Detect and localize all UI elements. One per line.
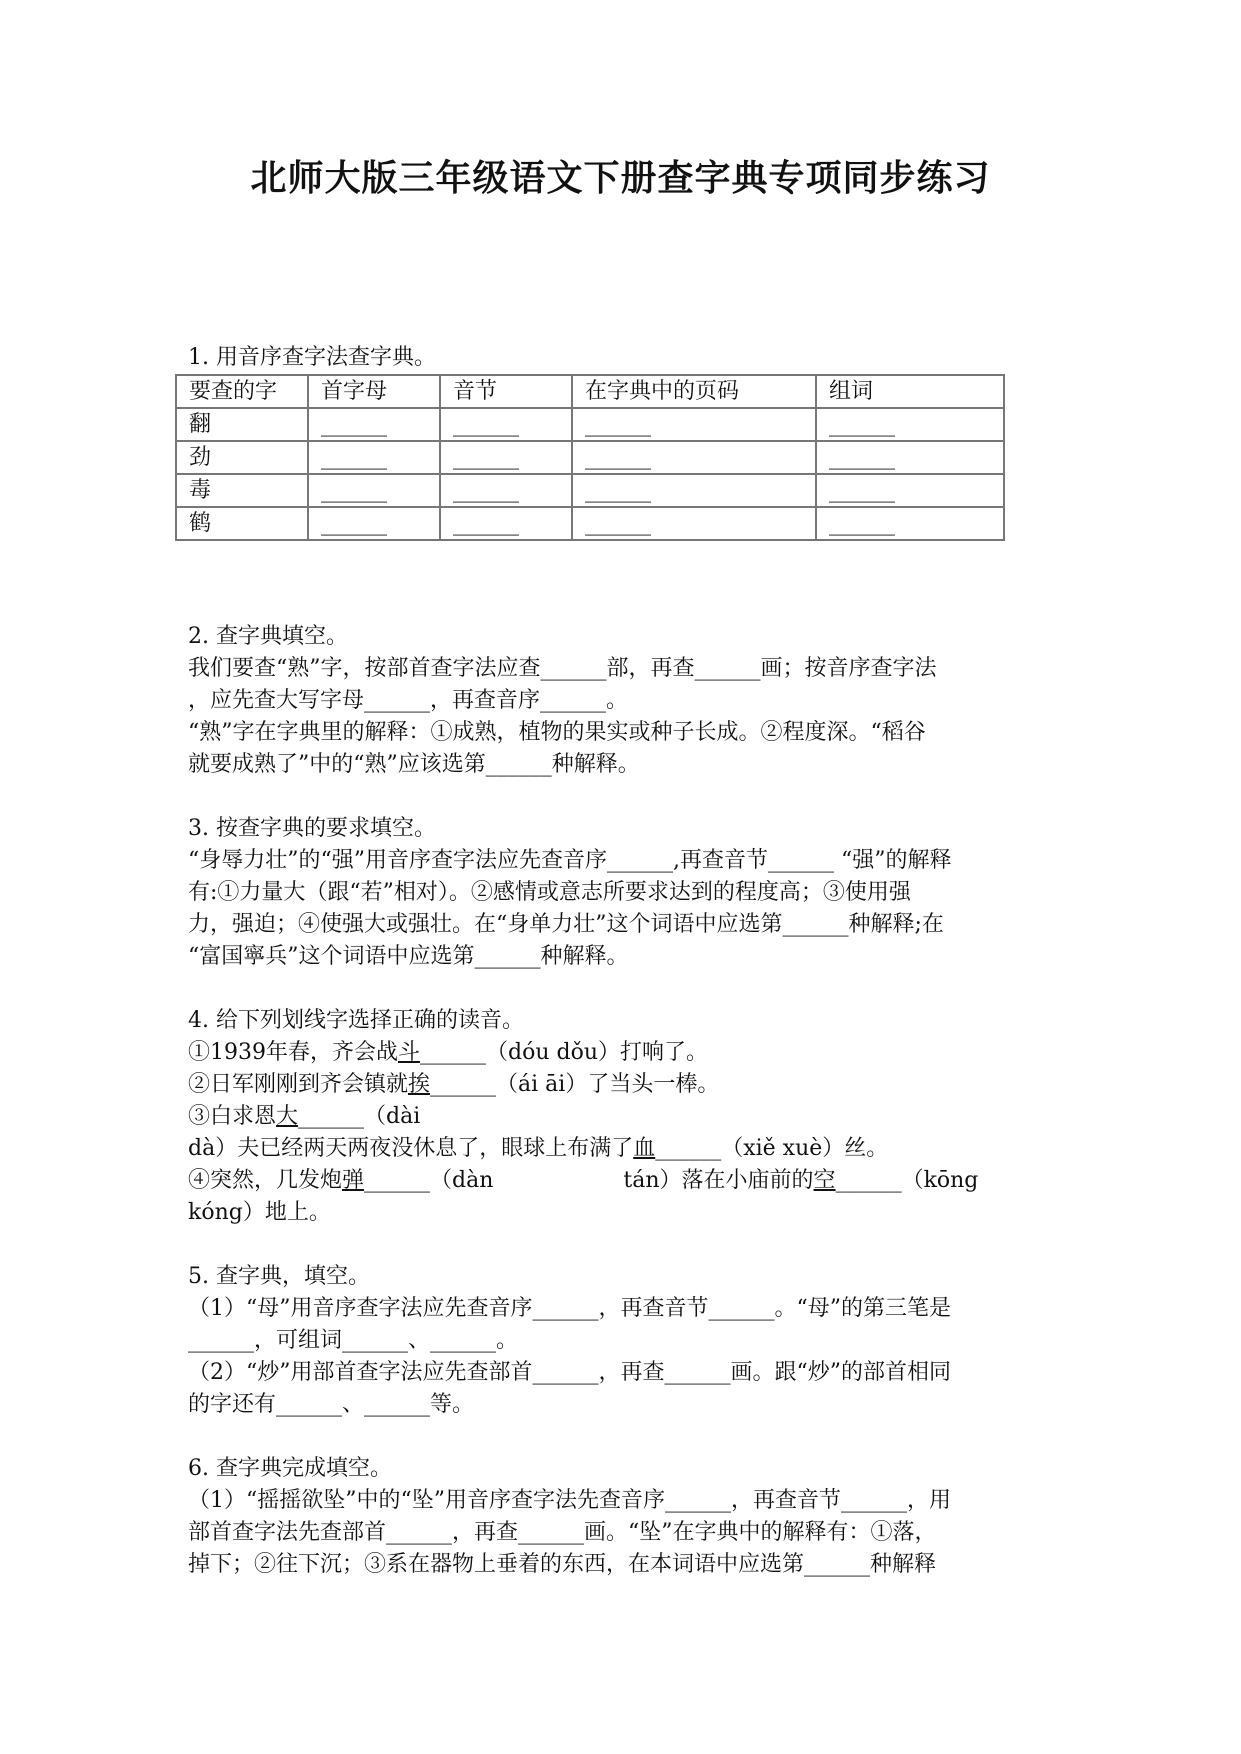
table-cell-char: 鹤 xyxy=(176,507,308,540)
item-text: ①1939年春，齐会战 xyxy=(188,1040,398,1065)
question-3-line: 有:①力量大（跟“若”相对）。②感情或意志所要求达到的程度高；③使用强 xyxy=(188,880,911,905)
table-cell-blank[interactable]: ______ xyxy=(816,474,1004,507)
question-5-line: （1）“母”用音序查字法应先查音序______，再查音节______。“母”的第三笔是 xyxy=(188,1296,951,1321)
question-4-item xyxy=(188,1101,1063,1133)
table-cell-char: 翻 xyxy=(176,408,308,441)
table-cell-char: 毒 xyxy=(176,474,308,507)
question-6-line: 部首查字法先查部首______，再查______画。“坠”在字典中的解释有：①落， xyxy=(188,1520,937,1545)
table-cell-blank[interactable]: ______ xyxy=(816,441,1004,474)
table-cell-blank[interactable]: ______ xyxy=(572,408,816,441)
question-3-line: 力，强迫；④使强大或强壮。在“身单力壮”这个词语中应选第______种解释;在 xyxy=(188,912,944,937)
table-header-cell: 首字母 xyxy=(308,375,440,408)
underlined-char: 大 xyxy=(276,1104,299,1129)
table-cell-blank[interactable]: ______ xyxy=(816,507,1004,540)
question-6-heading: 6. 查字典完成填空。 xyxy=(188,1456,392,1481)
item-text: ②日军刚刚到齐会镇就 xyxy=(188,1072,409,1097)
question-3-line: “身辱力壮”的“强”用音序查字法应先查音序______,再查音节______ “强”的解释 xyxy=(188,848,952,873)
question-5-line: ______，可组词______、______。 xyxy=(188,1328,519,1353)
table-cell-blank[interactable]: ______ xyxy=(308,441,440,474)
item-text: ______（dóu dǒu）打响了。 xyxy=(420,1040,709,1065)
item-text: ④突然，几发炮 xyxy=(188,1168,343,1193)
question-4-item xyxy=(188,1069,1063,1101)
table-cell-char: 劲 xyxy=(176,441,308,474)
question-2-line: ，应先查大写字母______，再查音序______。 xyxy=(188,688,629,713)
question-3-heading: 3. 按查字典的要求填空。 xyxy=(188,816,436,841)
question-4-item xyxy=(188,1165,1063,1197)
table-cell-blank[interactable]: ______ xyxy=(308,507,440,540)
item-text: ③白求恩 xyxy=(188,1104,277,1129)
item-text: ______（xiě xuè）丝。 xyxy=(655,1136,889,1161)
question-4-item xyxy=(188,1037,1063,1069)
underlined-char: 挨 xyxy=(408,1072,431,1097)
table-cell-blank[interactable]: ______ xyxy=(440,441,572,474)
table-header-cell: 要查的字 xyxy=(176,375,308,408)
question-1-heading: 1. 用音序查字法查字典。 xyxy=(188,345,436,370)
question-4-item: kóng）地上。 xyxy=(188,1200,331,1225)
question-2-heading: 2. 查字典填空。 xyxy=(188,624,348,649)
underlined-char: 空 xyxy=(813,1168,836,1193)
underlined-char: 弹 xyxy=(342,1168,365,1193)
table-cell-blank[interactable]: ______ xyxy=(440,474,572,507)
question-6-line: 掉下；②往下沉；③系在器物上垂着的东西，在本词语中应选第______种解释 xyxy=(188,1552,937,1577)
question-6-line: （1）“摇摇欲坠”中的“坠”用音序查字法先查音序______，再查音节______，用 xyxy=(188,1488,951,1513)
question-2-line: 就要成熟了”中的“熟”应该选第______种解释。 xyxy=(188,752,640,777)
table-cell-blank[interactable]: ______ xyxy=(308,408,440,441)
question-5-line: （2）“炒”用部首查字法应先查部首______，再查______画。跟“炒”的部首相同 xyxy=(188,1360,951,1385)
item-text: ______（ái āi）了当头一棒。 xyxy=(430,1072,720,1097)
question-2-line: 我们要查“熟”字，按部首查字法应查______部，再查______画；按音序查字法 xyxy=(188,656,937,681)
underlined-char: 斗 xyxy=(398,1040,421,1065)
table-cell-blank[interactable]: ______ xyxy=(440,507,572,540)
underlined-char: 血 xyxy=(633,1136,656,1161)
table-header-cell: 音节 xyxy=(440,375,572,408)
table-cell-blank[interactable]: ______ xyxy=(572,507,816,540)
table-cell-blank[interactable]: ______ xyxy=(572,441,816,474)
table-cell-blank[interactable]: ______ xyxy=(572,474,816,507)
table-row xyxy=(176,408,1004,441)
item-text: dà）夫已经两天两夜没休息了，眼球上布满了 xyxy=(188,1136,634,1161)
table-cell-blank[interactable]: ______ xyxy=(816,408,1004,441)
question-3-line: “富国寧兵”这个词语中应选第______种解释。 xyxy=(188,944,629,969)
table-cell-blank[interactable]: ______ xyxy=(308,474,440,507)
table-cell-blank[interactable]: ______ xyxy=(440,408,572,441)
question-5-line: 的字还有______、______等。 xyxy=(188,1392,475,1417)
table-row xyxy=(176,441,1004,474)
item-text: ______（dài xyxy=(298,1104,421,1129)
worksheet-body xyxy=(188,342,1063,1581)
question-2-line: “熟”字在字典里的解释：①成熟，植物的果实或种子长成。②程度深。“稻谷 xyxy=(188,720,926,745)
table-row xyxy=(176,474,1004,507)
table-row xyxy=(176,507,1004,540)
table-header-row xyxy=(176,375,1004,408)
question-4-item xyxy=(188,1133,1063,1165)
item-text: ______（dàn xyxy=(364,1168,494,1193)
question-4-heading: 4. 给下列划线字选择正确的读音。 xyxy=(188,1008,524,1033)
question-5-heading: 5. 查字典，填空。 xyxy=(188,1264,370,1289)
table-header-cell: 在字典中的页码 xyxy=(572,375,816,408)
dictionary-table xyxy=(175,374,1005,541)
page-title: 北师大版三年级语文下册查字典专项同步练习 xyxy=(250,158,991,199)
item-text: tán）落在小庙前的 xyxy=(623,1168,814,1193)
table-header-cell: 组词 xyxy=(816,375,1004,408)
item-text: ______（kōng xyxy=(835,1168,979,1193)
